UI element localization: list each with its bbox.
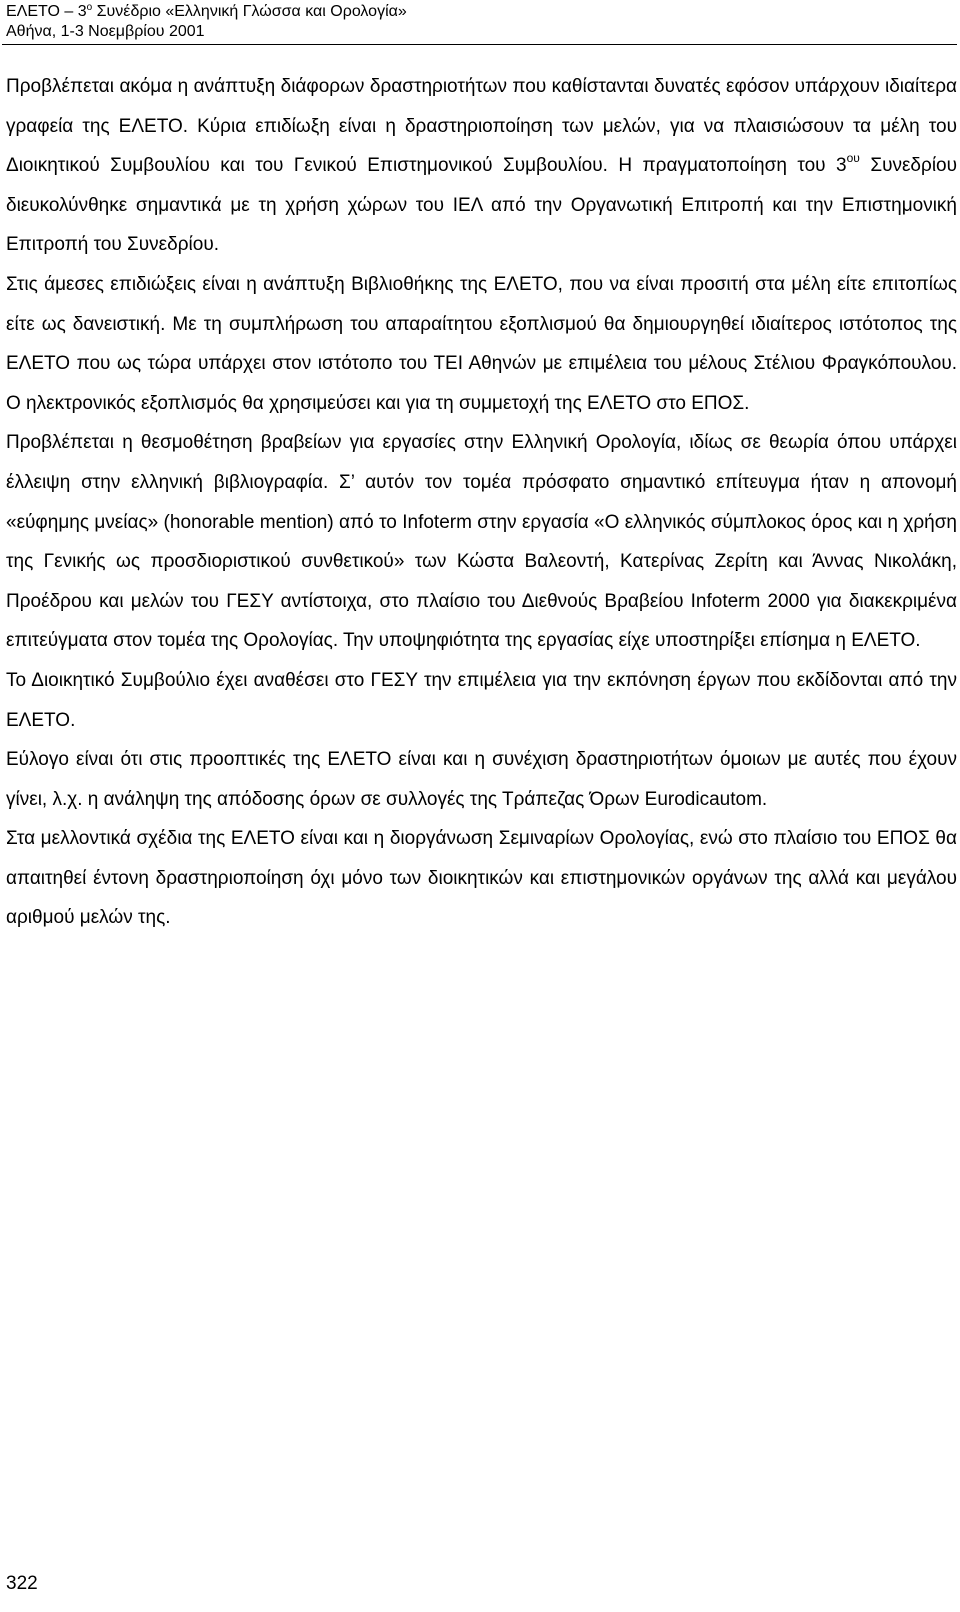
running-header xyxy=(6,2,407,42)
paragraph-future-plans: Στα μελλοντικά σχέδια της ΕΛΕΤΟ είναι και η διοργάνωση Σεμιναρίων Ορολογίας, ενώ στο πλαίσιο του ΕΠΟΣ θα απαιτηθεί έντονη δραστηριοποίηση όχι μόνο των διοικητικών και επιστημονικών οργάνων της αλλά και μεγάλου αριθμού μελών της. xyxy=(6,828,957,929)
page-number: 322 xyxy=(6,1573,38,1594)
ordinal-superscript: ου xyxy=(846,151,860,166)
header-divider xyxy=(2,44,957,45)
paragraph-library: Στις άμεσες επιδιώξεις είναι η ανάπτυξη Βιβλιοθήκης της ΕΛΕΤΟ, που να είναι προσιτή στα μέλη είτε επιτοπίως είτε ως δανειστική. Με τη συμπλήρωση του απαραίτητου εξοπλισμού θα δημιουργηθεί ιδιαίτερος ιστότοπος της ΕΛΕΤΟ που ως τώρα υπάρχει στον ιστότοπο του ΤΕΙ Αθηνών με επιμέλεια του μέλους Στέλιου Φραγκόπουλου. Ο ηλεκτρονικός εξοπλισμός θα χρησιμεύσει και για τη συμμετοχή της ΕΛΕΤΟ στο ΕΠΟΣ. xyxy=(6,273,957,414)
paragraph-activities-end: Συνεδρίου διευκολύνθηκε σημαντικά με τη χρήση χώρων του ΙΕΛ από την Οργανωτική Επιτροπή και την Επιστημονική Επιτροπή του Συνεδρίου. xyxy=(6,155,957,256)
header-place-date: Αθήνα, 1-3 Νοεμβρίου 2001 xyxy=(6,23,205,40)
paragraph-prospects: Εύλογο είναι ότι στις προοπτικές της ΕΛΕΤΟ είναι και η συνέχιση δραστηριοτήτων όμοιων με αυτές που έχουν γίνει, λ.χ. η ανάληψη της απόδοσης όρων σε συλλογές της Τράπεζας Όρων Eurodicautom. xyxy=(6,749,957,810)
paragraph-activities xyxy=(6,67,957,265)
header-title-end: Συνέδριο «Ελληνική Γλώσσα και Ορολογία» xyxy=(92,3,407,20)
document-body xyxy=(6,67,957,938)
header-title-superscript: ο xyxy=(86,2,93,13)
header-conference-title xyxy=(6,2,407,22)
paragraph-awards: Προβλέπεται η θεσμοθέτηση βραβείων για εργασίες στην Ελληνική Ορολογία, ιδίως σε θεωρία όπου υπάρχει έλλειψη στην ελληνική βιβλιογραφία. Σ’ αυτόν τον τομέα πρόσφατο σημαντικό επίτευγμα ήταν η απονομή «εύφημης μνείας» (honorable mention) από το Infoterm στην εργασία «Ο ελληνικός σύμπλοκος όρος και η χρήση της Γενικής ως προσδιοριστικού συνθετικού» των Κώστα Βαλεοντή, Κατερίνας Ζερίτη και Άννας Νικολάκη, Προέδρου και μελών του ΓΕΣΥ αντίστοιχα, στο πλαίσιο του Διεθνούς Βραβείου Infoterm 2000 για διακεκριμένα επιτεύγματα στον τομέα της Ορολογίας. Την υποψηφιότητα της εργασίας είχε υποστηρίξει επίσημα η ΕΛΕΤΟ. xyxy=(6,432,957,652)
header-title-start: ΕΛΕΤΟ – 3 xyxy=(6,3,87,20)
paragraph-activities-start: Προβλέπεται ακόμα η ανάπτυξη διάφορων δραστηριοτήτων που καθίστανται δυνατές εφόσον υπάρχουν ιδιαίτερα γραφεία της ΕΛΕΤΟ. Κύρια επιδίωξη είναι η δραστηριοποίηση των μελών, για να πλαισιώσουν τα μέλη του Διοικητικού Συμβουλίου και του Γενικού Επιστημονικού Συμβουλίου. Η πραγματοποίηση του 3 xyxy=(6,76,957,177)
paragraph-editing: Το Διοικητικό Συμβούλιο έχει αναθέσει στο ΓΕΣΥ την επιμέλεια για την εκπόνηση έργων που εκδίδονται από την ΕΛΕΤΟ. xyxy=(6,669,957,731)
